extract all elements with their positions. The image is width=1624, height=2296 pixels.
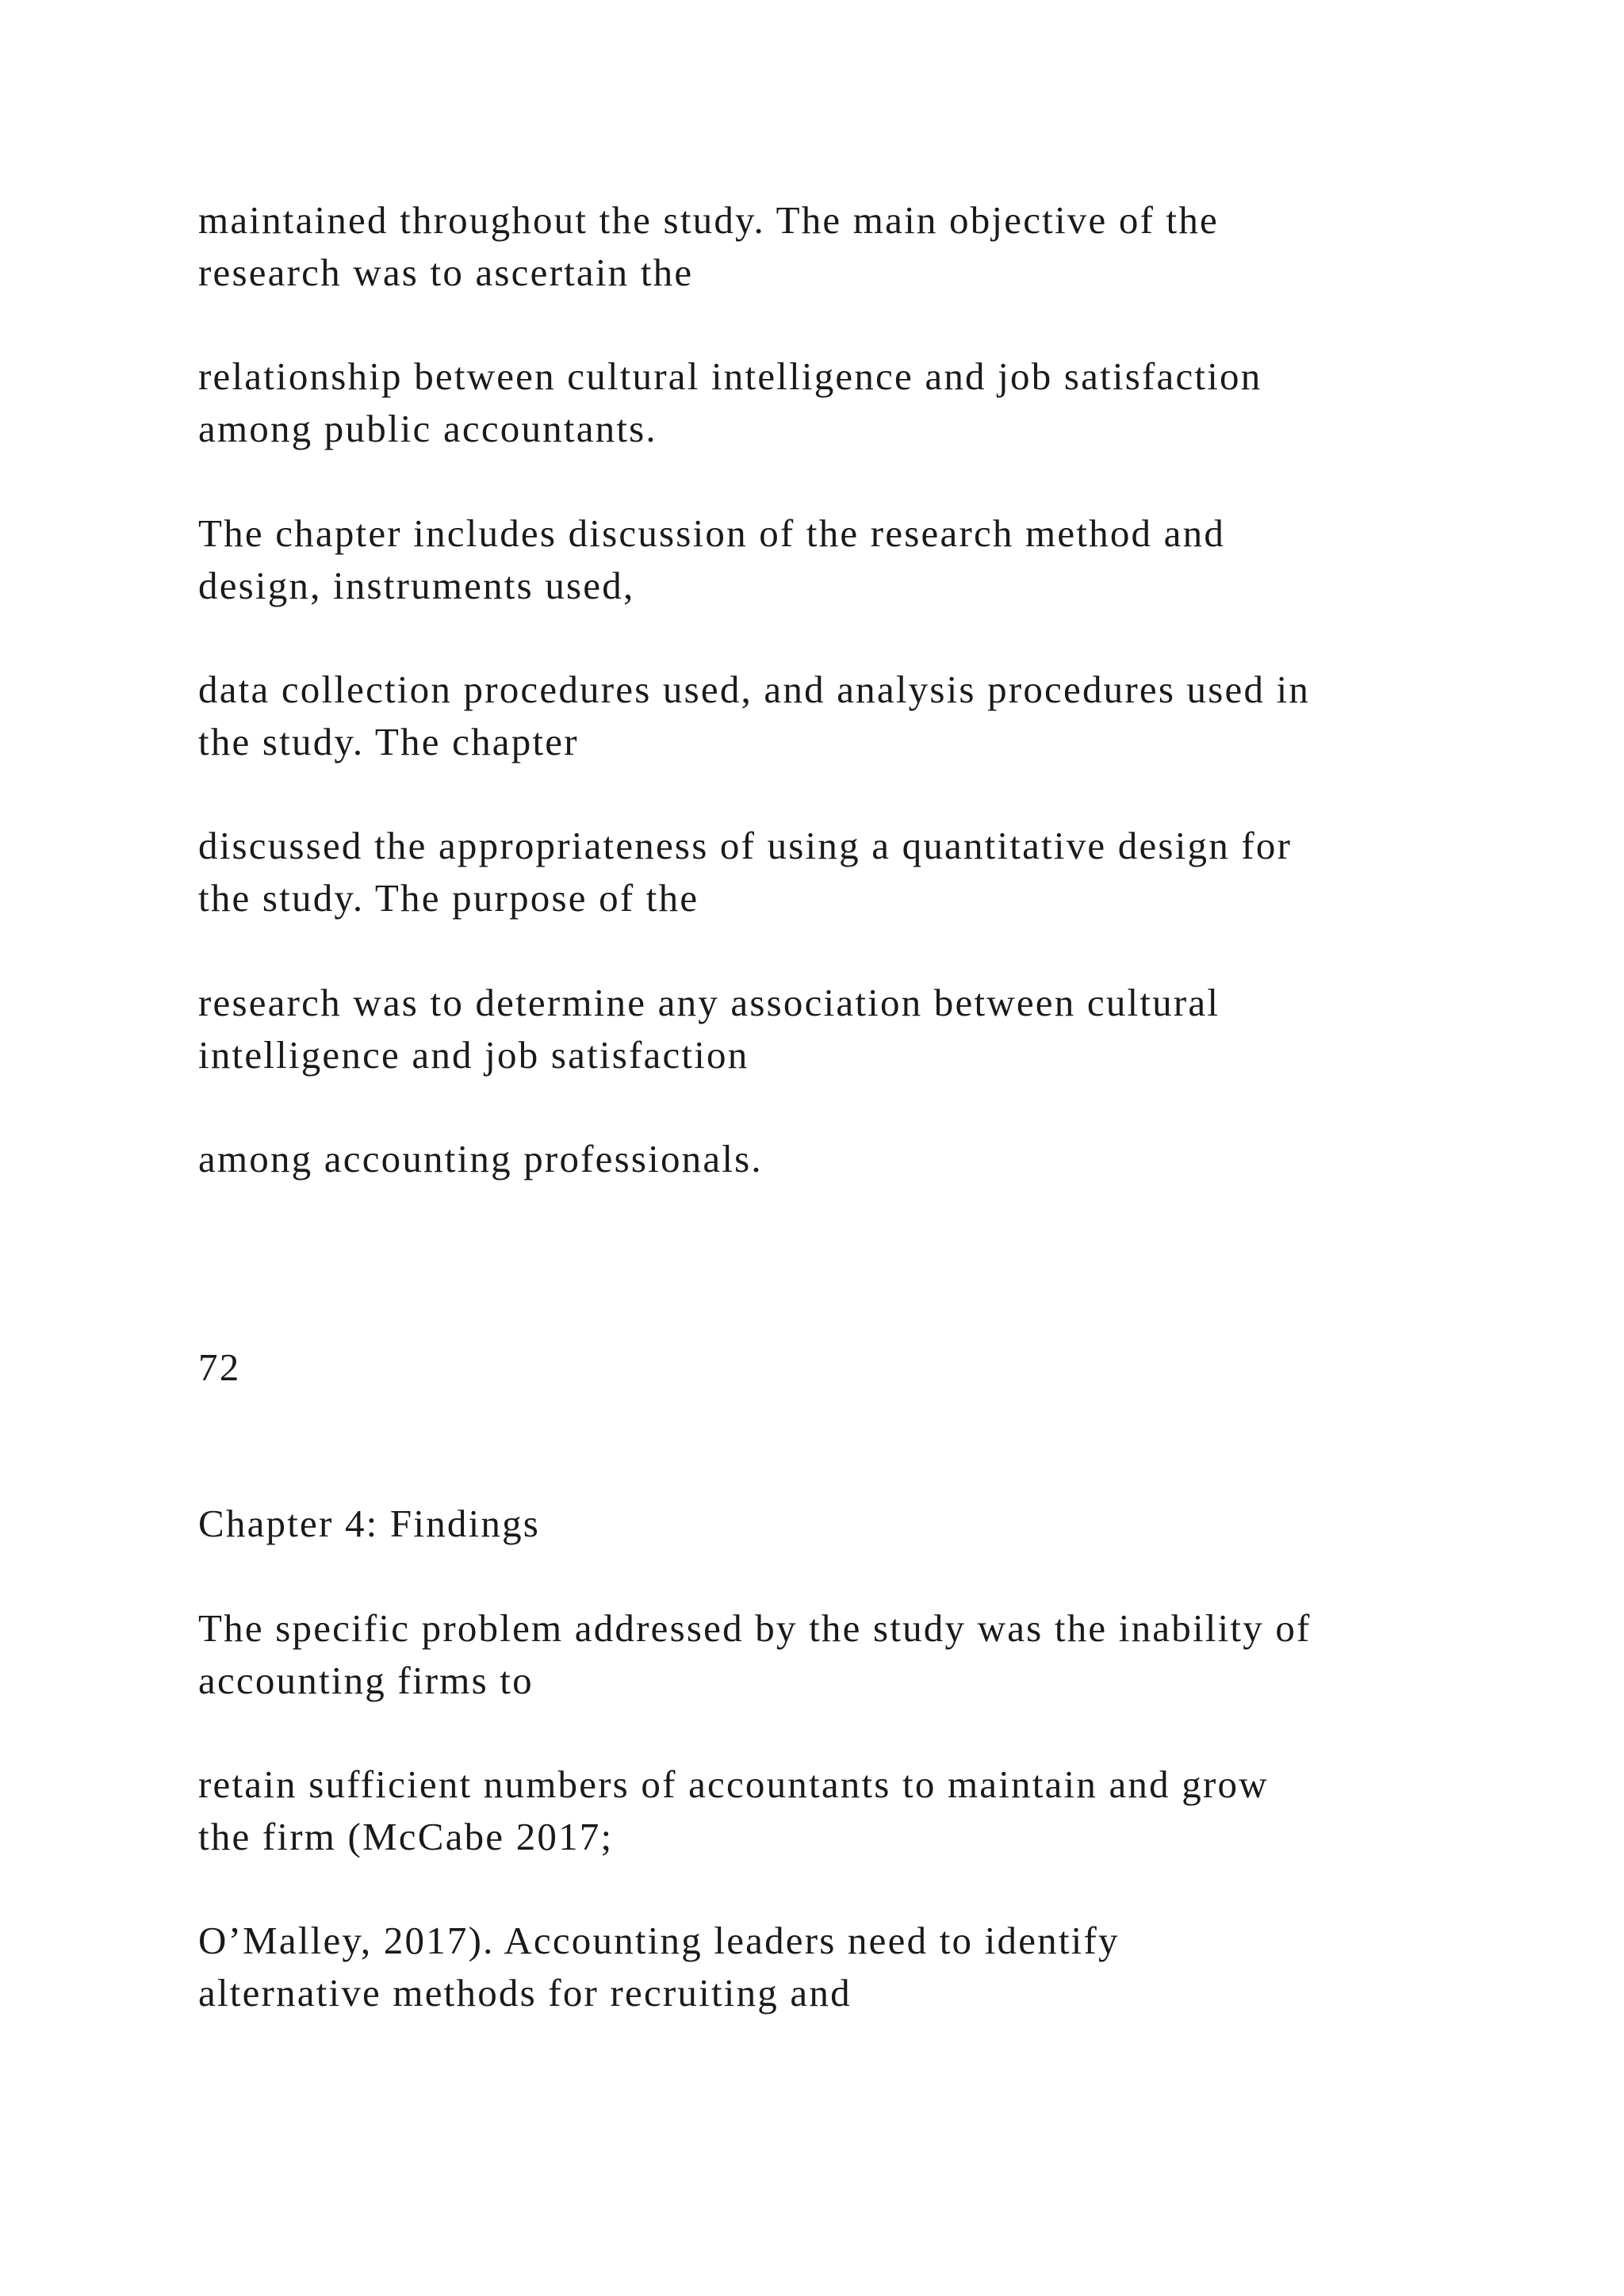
text-line: O’Malley, 2017). Accounting leaders need to identify [198,1919,1120,1962]
text-line: among accounting professionals. [198,1137,763,1181]
text-line: among public accountants. [198,407,657,450]
chapter-heading: Chapter 4: Findings [198,1502,541,1545]
text-line: retain sufficient numbers of accountants to maintain and grow [198,1762,1269,1806]
text-line: The specific problem addressed by the study was the inability of [198,1606,1312,1650]
text-line: the study. The purpose of the [198,876,699,920]
text-line: intelligence and job satisfaction [198,1033,749,1077]
text-line: the study. The chapter [198,720,579,763]
text-line: design, instruments used, [198,564,635,607]
page-number: 72 [198,1345,241,1389]
text-line: accounting firms to [198,1659,534,1702]
text-line: discussed the appropriateness of using a quantitative design for [198,824,1293,867]
text-line: research was to determine any association between cultural [198,981,1220,1024]
text-line: The chapter includes discussion of the research method and [198,511,1226,555]
text-line: research was to ascertain the [198,251,694,294]
text-line: maintained throughout the study. The main objective of the [198,198,1219,242]
text-line: the firm (McCabe 2017; [198,1815,614,1858]
text-line: relationship between cultural intelligence and job satisfaction [198,354,1262,398]
text-line: alternative methods for recruiting and [198,1971,852,2015]
text-line: data collection procedures used, and analysis procedures used in [198,668,1311,711]
